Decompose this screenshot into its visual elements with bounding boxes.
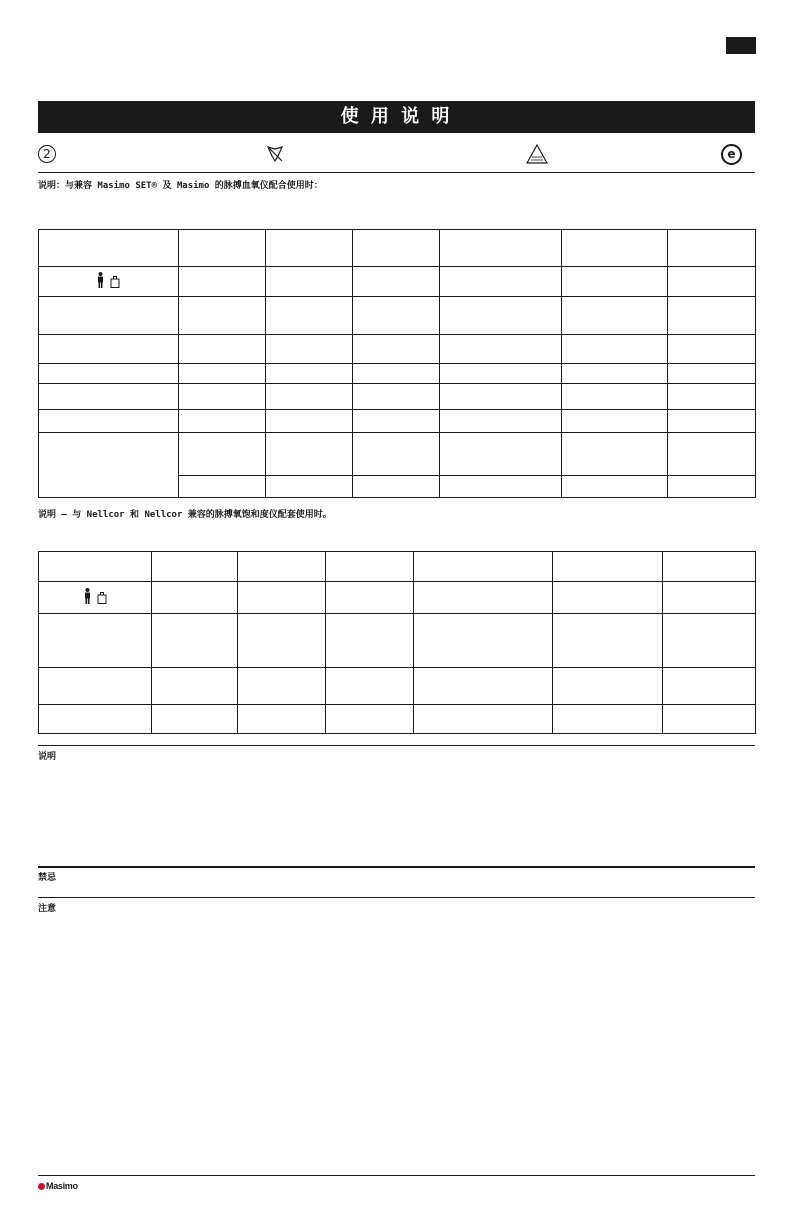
table-cell	[266, 410, 353, 433]
table-cell	[39, 364, 179, 384]
table-cell	[39, 384, 179, 410]
table-cell	[414, 582, 553, 614]
table-row	[39, 705, 756, 734]
table-cell	[326, 552, 414, 582]
table-cell	[353, 335, 440, 364]
table-cell	[238, 614, 326, 668]
table-cell	[440, 384, 562, 410]
table-cell	[266, 335, 353, 364]
table-cell	[353, 384, 440, 410]
single-use-icon: 2	[38, 145, 56, 163]
table-cell	[266, 476, 353, 498]
table-cell	[179, 230, 266, 267]
table-cell	[238, 705, 326, 734]
table-cell	[668, 267, 756, 297]
adult-icon	[84, 588, 91, 604]
table-cell	[562, 410, 668, 433]
table-row	[39, 433, 756, 476]
table-cell	[353, 410, 440, 433]
masimo-spec-table	[38, 229, 756, 498]
table-cell	[266, 267, 353, 297]
table-cell	[353, 230, 440, 267]
language-tab	[726, 37, 756, 54]
table-cell	[562, 384, 668, 410]
table-cell	[39, 668, 152, 705]
table-cell	[440, 267, 562, 297]
table-cell	[553, 614, 663, 668]
table-cell	[39, 552, 152, 582]
lead-free-symbol	[721, 144, 742, 164]
table-cell	[39, 433, 179, 498]
table-cell	[39, 230, 179, 267]
table-cell	[353, 297, 440, 335]
table-cell	[553, 668, 663, 705]
table-row	[39, 410, 756, 433]
table-cell	[152, 552, 238, 582]
table-cell	[266, 384, 353, 410]
logo-wordmark: Masimo	[46, 1181, 78, 1191]
table-cell	[562, 476, 668, 498]
no-latex-icon	[265, 145, 285, 163]
weight-icon	[97, 592, 107, 604]
table-cell	[562, 364, 668, 384]
table-cell	[668, 384, 756, 410]
contraindications-heading: 禁忌	[38, 873, 57, 883]
table-cell	[668, 230, 756, 267]
table-row	[39, 297, 756, 335]
table-cell	[668, 364, 756, 384]
table-row	[39, 230, 756, 267]
patient-size-cell	[39, 582, 152, 614]
table-cell	[562, 433, 668, 476]
table-cell	[179, 433, 266, 476]
table-cell	[353, 364, 440, 384]
table-cell	[266, 433, 353, 476]
non-sterile-icon	[526, 144, 548, 164]
table-cell	[440, 230, 562, 267]
table-cell	[39, 705, 152, 734]
latex-free-symbol	[265, 144, 285, 164]
table-row	[39, 552, 756, 582]
table-cell	[553, 552, 663, 582]
table-cell	[562, 297, 668, 335]
divider	[38, 866, 755, 868]
table-cell	[353, 267, 440, 297]
nellcor-spec-table	[38, 551, 756, 734]
table-cell	[179, 384, 266, 410]
masimo-logo	[38, 1181, 78, 1191]
table-cell	[440, 297, 562, 335]
lead-free-icon: e	[721, 144, 742, 165]
table-cell	[179, 335, 266, 364]
table-cell	[562, 230, 668, 267]
weight-icon	[110, 276, 120, 288]
table-row	[39, 267, 756, 297]
divider	[38, 172, 755, 173]
table-cell	[179, 476, 266, 498]
table-cell	[353, 433, 440, 476]
table-row	[39, 364, 756, 384]
cautions-heading: 注意	[38, 904, 57, 914]
table-row	[39, 582, 756, 614]
table-cell	[266, 230, 353, 267]
table-cell	[440, 433, 562, 476]
table-cell	[238, 668, 326, 705]
table-cell	[440, 335, 562, 364]
table-cell	[179, 297, 266, 335]
table-cell	[663, 582, 756, 614]
table-cell	[562, 335, 668, 364]
table-row	[39, 668, 756, 705]
table-cell	[152, 582, 238, 614]
table-cell	[39, 410, 179, 433]
divider	[38, 897, 755, 898]
patient-size-cell	[39, 267, 179, 297]
table-cell	[326, 668, 414, 705]
table-cell	[414, 668, 553, 705]
table-cell	[663, 668, 756, 705]
table-cell	[553, 705, 663, 734]
table-cell	[440, 410, 562, 433]
table-cell	[326, 614, 414, 668]
patient-size-icons	[97, 272, 120, 288]
table-cell	[440, 476, 562, 498]
logo-mark-icon	[38, 1183, 45, 1190]
notes-heading: 说明	[38, 752, 57, 762]
page-title: 使 用 说 明	[38, 101, 755, 133]
table-cell	[668, 335, 756, 364]
table-cell	[152, 668, 238, 705]
table-cell	[353, 476, 440, 498]
footer-divider	[38, 1175, 755, 1176]
table-cell	[152, 614, 238, 668]
masimo-section-heading: 说明：与兼容 Masimo SET® 及 Masimo 的脉搏血氧仪配合使用时：	[38, 181, 323, 191]
table-cell	[179, 364, 266, 384]
table-row	[39, 335, 756, 364]
table-cell	[238, 552, 326, 582]
divider	[38, 745, 755, 746]
table-cell	[414, 614, 553, 668]
table-cell	[326, 582, 414, 614]
table-cell	[39, 614, 152, 668]
table-cell	[39, 335, 179, 364]
patient-size-icons	[84, 588, 107, 604]
table-cell	[266, 297, 353, 335]
table-cell	[663, 705, 756, 734]
table-cell	[179, 267, 266, 297]
table-cell	[663, 552, 756, 582]
table-cell	[39, 297, 179, 335]
table-cell	[562, 267, 668, 297]
table-cell	[414, 552, 553, 582]
table-row	[39, 614, 756, 668]
table-cell	[152, 705, 238, 734]
table-cell	[238, 582, 326, 614]
table-cell	[414, 705, 553, 734]
table-cell	[668, 476, 756, 498]
single-use-symbol	[38, 144, 56, 164]
table-cell	[266, 364, 353, 384]
table-cell	[668, 433, 756, 476]
non-sterile-symbol	[526, 144, 548, 164]
table-cell	[326, 705, 414, 734]
nellcor-section-heading: 说明 – 与 Nellcor 和 Nellcor 兼容的脉搏氧饱和度仪配套使用时。	[38, 510, 332, 520]
table-row	[39, 384, 756, 410]
table-cell	[440, 364, 562, 384]
table-cell	[668, 297, 756, 335]
table-cell	[663, 614, 756, 668]
table-cell	[179, 410, 266, 433]
table-cell	[668, 410, 756, 433]
adult-icon	[97, 272, 104, 288]
table-cell	[553, 582, 663, 614]
